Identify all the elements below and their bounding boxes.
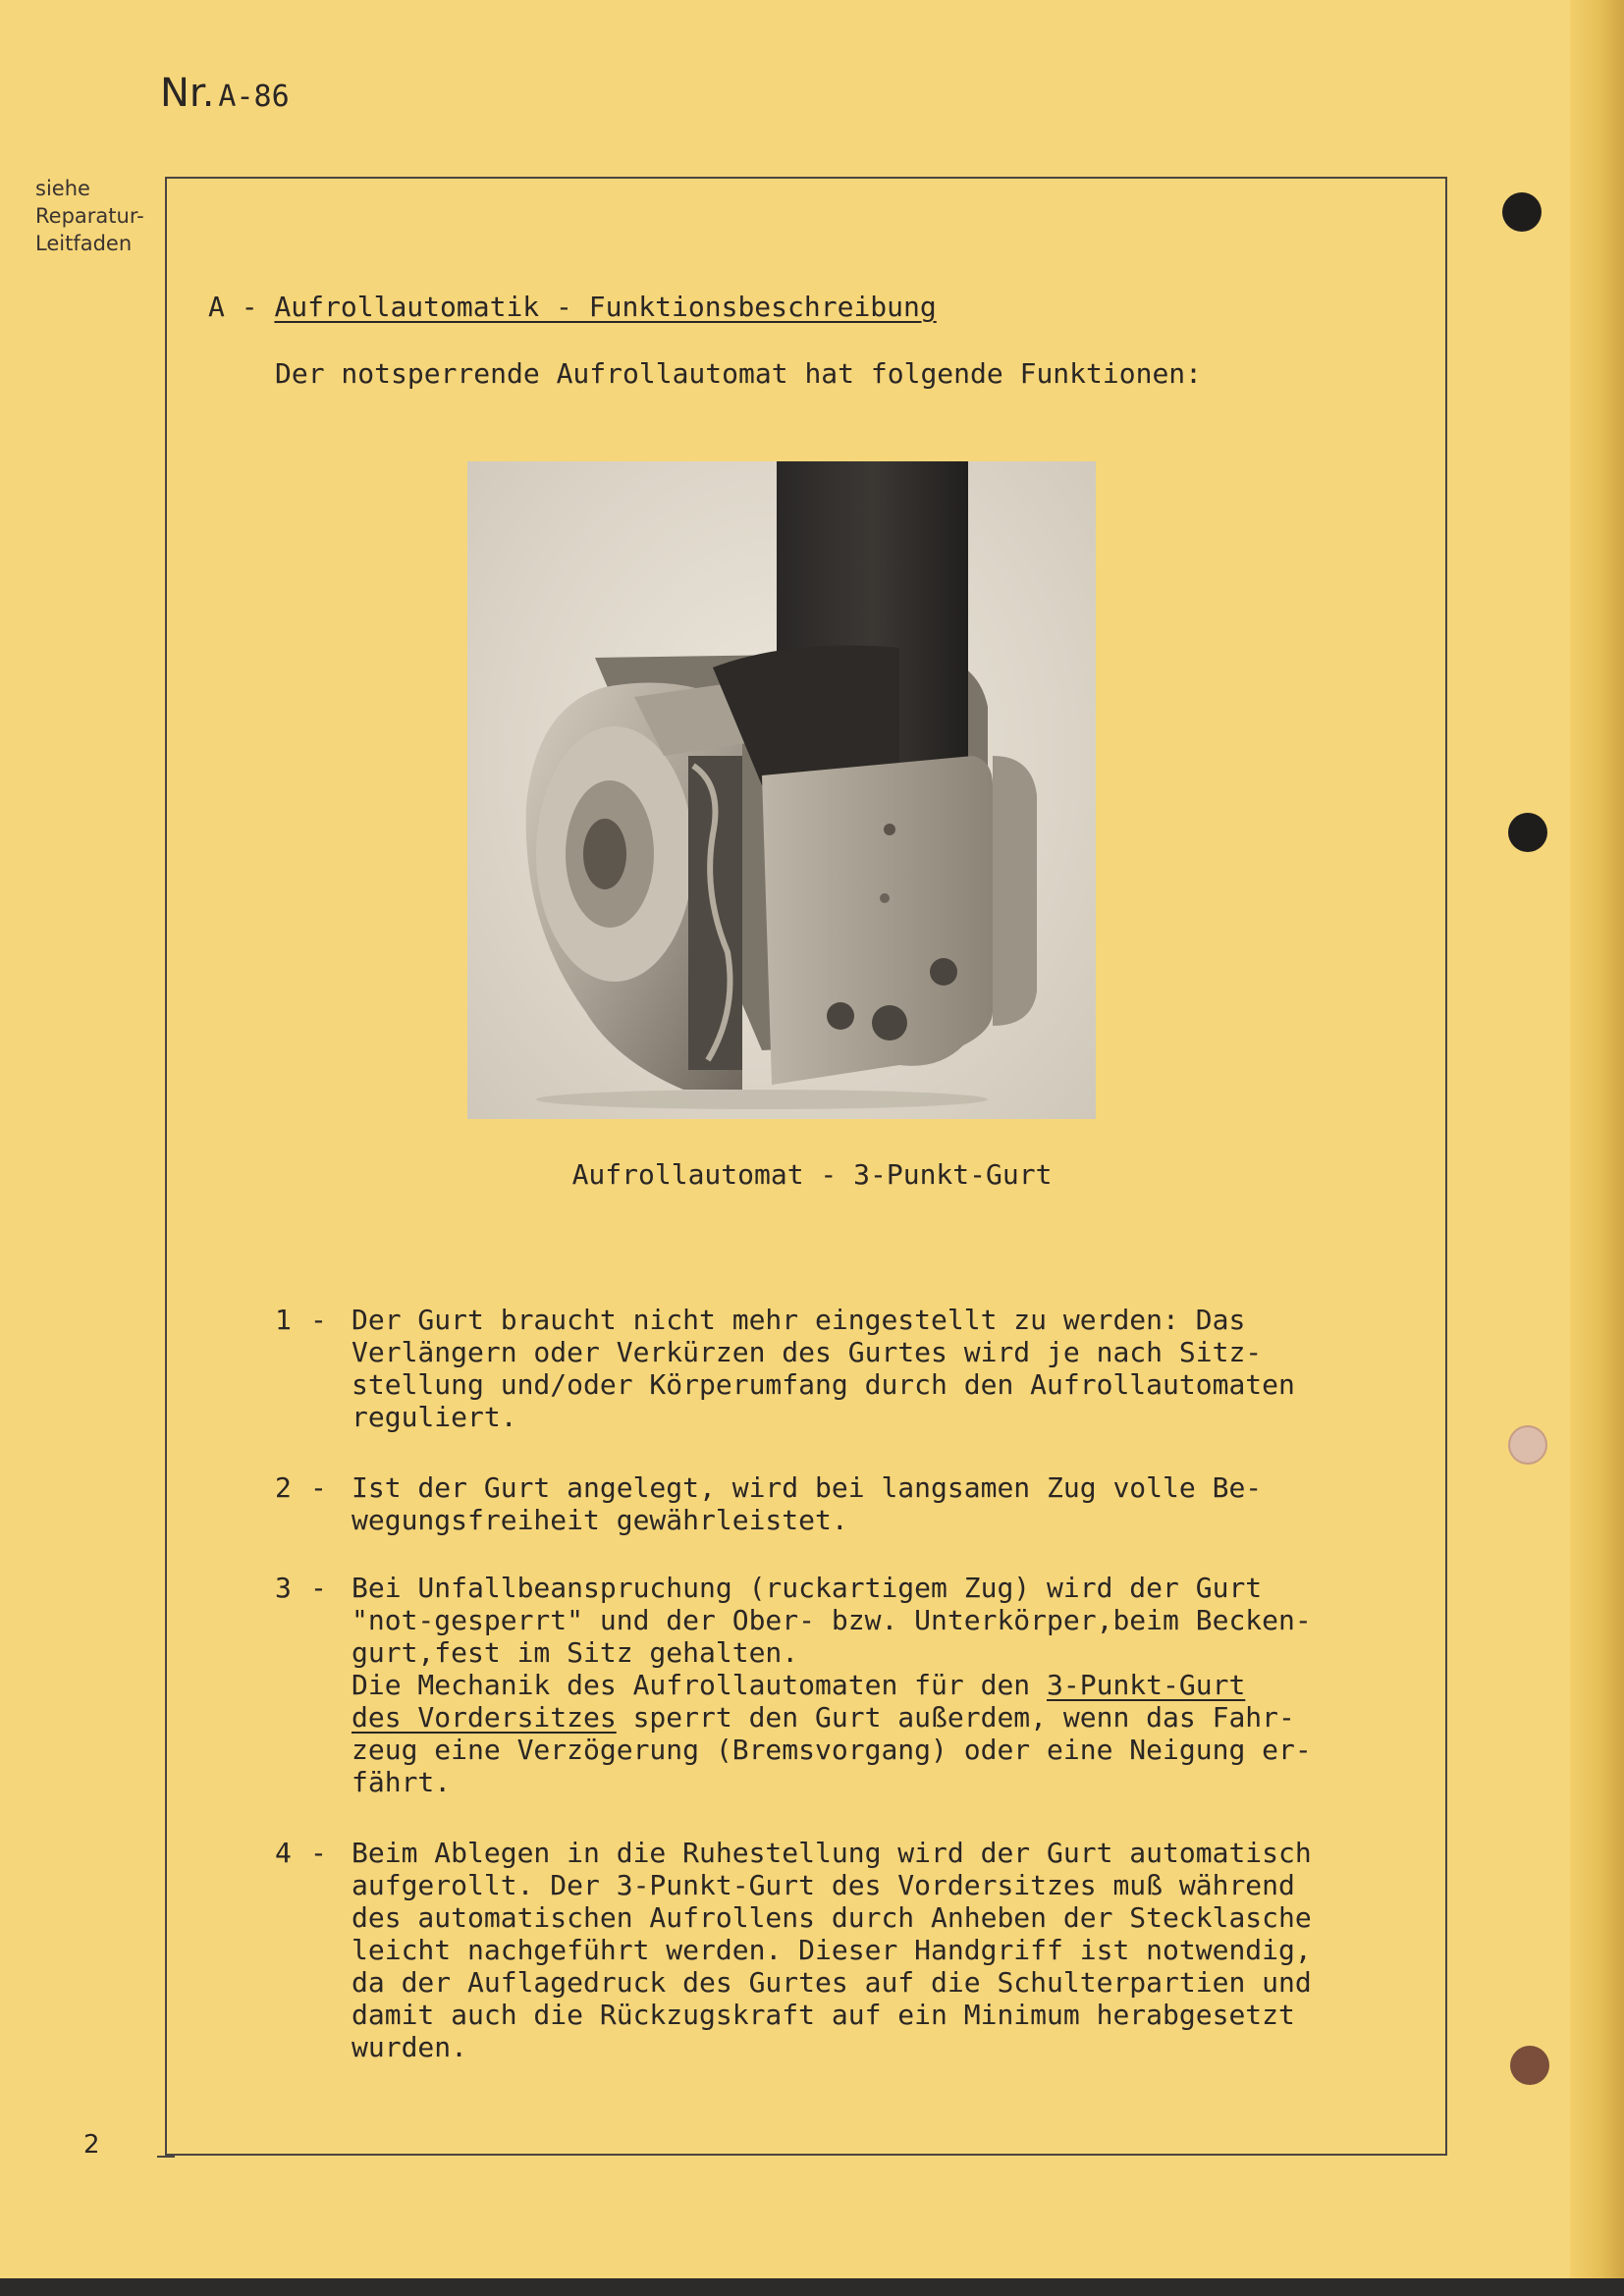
item-number: 4 — [275, 1837, 292, 1869]
item-line: reguliert. — [352, 1401, 517, 1433]
item-line: des automatischen Aufrollens durch Anheben der Stecklasche — [352, 1901, 1312, 1934]
item-body — [352, 1304, 1451, 1433]
section-heading: A - Aufrollautomatik - Funktionsbeschreibung — [208, 291, 937, 323]
page-number: 2 — [83, 2130, 100, 2160]
item-number: 1 — [275, 1304, 292, 1336]
retractor-illustration — [467, 461, 1096, 1119]
item-line — [352, 1669, 1451, 1701]
page-edge-shadow — [1570, 0, 1624, 2296]
item-line: damit auch die Rückzugskraft auf ein Minimum herabgesetzt — [352, 1999, 1295, 2031]
item-line: "not-gesperrt" und der Ober- bzw. Unterkörper,beim Becken- — [352, 1604, 1312, 1636]
frame-tick — [157, 2156, 175, 2158]
underlined-term: 3-Punkt-Gurt — [1047, 1669, 1246, 1701]
item-body — [352, 1837, 1451, 2063]
item-line: Verlängern oder Verkürzen des Gurtes wird je nach Sitz- — [352, 1336, 1263, 1368]
item-line: stellung und/oder Körperumfang durch den Aufrollautomaten — [352, 1368, 1295, 1401]
side-note-line: Reparatur- — [35, 204, 144, 228]
punch-hole — [1510, 2046, 1549, 2085]
item-line: fährt. — [352, 1766, 452, 1798]
punch-hole — [1508, 1425, 1547, 1465]
section-intro: Der notsperrende Aufrollautomat hat folgende Funktionen: — [275, 357, 1203, 390]
item-dash: - — [310, 1837, 327, 1869]
side-note — [35, 175, 163, 257]
underlined-term: des Vordersitzes — [352, 1701, 617, 1734]
item-number: 2 — [275, 1471, 292, 1504]
document-number — [160, 71, 290, 116]
item-line — [352, 1701, 1451, 1734]
item-dash: - — [310, 1304, 327, 1336]
punch-hole — [1508, 813, 1547, 852]
item-line: Beim Ablegen in die Ruhestellung wird der Gurt automatisch — [352, 1837, 1312, 1869]
item-body — [352, 1471, 1451, 1536]
side-note-line: siehe — [35, 177, 90, 200]
item-line: zeug eine Verzögerung (Bremsvorgang) oder eine Neigung er- — [352, 1734, 1312, 1766]
nr-code: A-86 — [218, 80, 290, 114]
section-title: Aufrollautomatik - Funktionsbeschreibung — [274, 291, 937, 323]
item-dash: - — [310, 1572, 327, 1604]
retractor-photo — [467, 461, 1096, 1119]
nr-label: Nr. — [160, 71, 215, 116]
item-line-part: sperrt den Gurt außerdem, wenn das Fahr- — [616, 1701, 1295, 1734]
side-note-line: Leitfaden — [35, 232, 133, 255]
item-line: wurden. — [352, 2031, 468, 2063]
section-letter: A — [208, 291, 225, 323]
item-line: Der Gurt braucht nicht mehr eingestellt zu werden: Das — [352, 1304, 1246, 1336]
item-line-part: Die Mechanik des Aufrollautomaten für den — [352, 1669, 1048, 1701]
item-line: wegungsfreiheit gewährleistet. — [352, 1504, 848, 1536]
item-dash: - — [310, 1471, 327, 1504]
punch-hole — [1502, 192, 1542, 232]
item-number: 3 — [275, 1572, 292, 1604]
item-body — [352, 1572, 1451, 1798]
item-line: da der Auflagedruck des Gurtes auf die Schulterpartien und — [352, 1966, 1312, 1999]
scan-bottom-strip — [0, 2278, 1624, 2296]
item-line: Ist der Gurt angelegt, wird bei langsamen Zug volle Be- — [352, 1471, 1263, 1504]
item-line: aufgerollt. Der 3-Punkt-Gurt des Vordersitzes muß während — [352, 1869, 1295, 1901]
item-line: gurt,fest im Sitz gehalten. — [352, 1636, 799, 1669]
figure-caption: Aufrollautomat - 3-Punkt-Gurt — [571, 1158, 1053, 1191]
item-line: leicht nachgeführt werden. Dieser Handgriff ist notwendig, — [352, 1934, 1312, 1966]
item-line: Bei Unfallbeanspruchung (ruckartigem Zug) wird der Gurt — [352, 1572, 1263, 1604]
